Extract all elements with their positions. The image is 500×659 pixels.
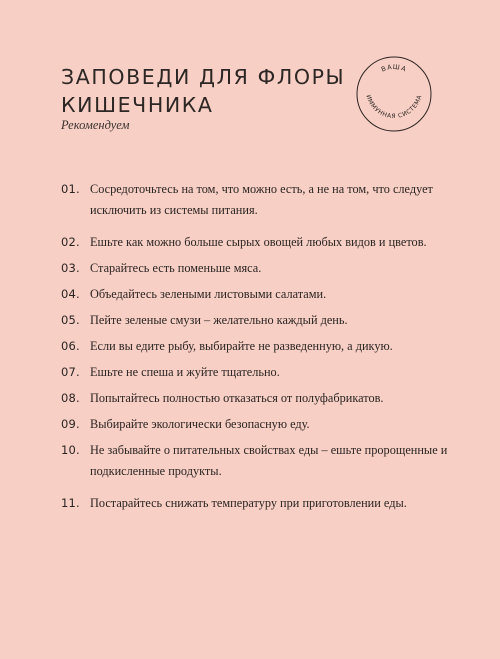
- stamp-line-1: ВАША: [379, 62, 409, 74]
- list-item: [61, 362, 461, 383]
- item-text: Сосредоточьтесь на том, что можно есть, а не на том, что следует исключить из системы питания.: [90, 182, 433, 217]
- svg-text:ИММУННАЯ СИСТЕМА: [364, 94, 423, 120]
- list-item: [61, 414, 461, 435]
- item-number: 11.: [61, 496, 80, 510]
- item-number: 09.: [61, 417, 80, 431]
- title-line-2: КИШЕЧНИКА: [61, 93, 214, 117]
- item-text: Постарайтесь снижать температуру при приготовлении еды.: [90, 496, 407, 510]
- page-title: [61, 63, 345, 119]
- list-item: [61, 284, 461, 305]
- item-text: Если вы едите рыбу, выбирайте не разведенную, а дикую.: [90, 339, 393, 353]
- immune-system-stamp: [354, 54, 434, 134]
- list-item: [61, 310, 461, 331]
- item-number: 07.: [61, 365, 80, 379]
- item-text: Пейте зеленые смузи – желательно каждый день.: [90, 313, 348, 327]
- list-item: [61, 493, 461, 514]
- item-text: Ешьте как можно больше сырых овощей любых видов и цветов.: [90, 235, 427, 249]
- recommendations-list: [61, 179, 461, 514]
- item-number: 02.: [61, 235, 80, 249]
- list-item: [61, 258, 461, 279]
- item-number: 08.: [61, 391, 80, 405]
- item-text: Объедайтесь зелеными листовыми салатами.: [90, 287, 327, 301]
- item-text: Не забывайте о питательных свойствах еды – ешьте пророщенные и подкисленные продукты.: [90, 443, 448, 478]
- title-line-1: ЗАПОВЕДИ ДЛЯ ФЛОРЫ: [61, 65, 346, 89]
- item-number: 01.: [61, 182, 80, 196]
- item-number: 10.: [61, 443, 80, 457]
- item-text: Ешьте не спеша и жуйте тщательно.: [90, 365, 280, 379]
- item-number: 06.: [61, 339, 80, 353]
- svg-text:ВАША: [380, 63, 408, 74]
- list-item: [61, 179, 461, 221]
- item-text: Попытайтесь полностью отказаться от полуфабрикатов.: [90, 391, 384, 405]
- item-number: 03.: [61, 261, 80, 275]
- list-item: [61, 232, 461, 253]
- item-number: 05.: [61, 313, 80, 327]
- subtitle: Рекомендуем: [61, 118, 130, 132]
- item-text: Старайтесь есть поменьше мяса.: [90, 261, 262, 275]
- list-item: [61, 388, 461, 409]
- list-item: [61, 440, 461, 482]
- item-text: Выбирайте экологически безопасную еду.: [90, 417, 310, 431]
- list-item: [61, 336, 461, 357]
- stamp-line-2: ИММУННАЯ СИСТЕМА: [364, 93, 424, 121]
- item-number: 04.: [61, 287, 80, 301]
